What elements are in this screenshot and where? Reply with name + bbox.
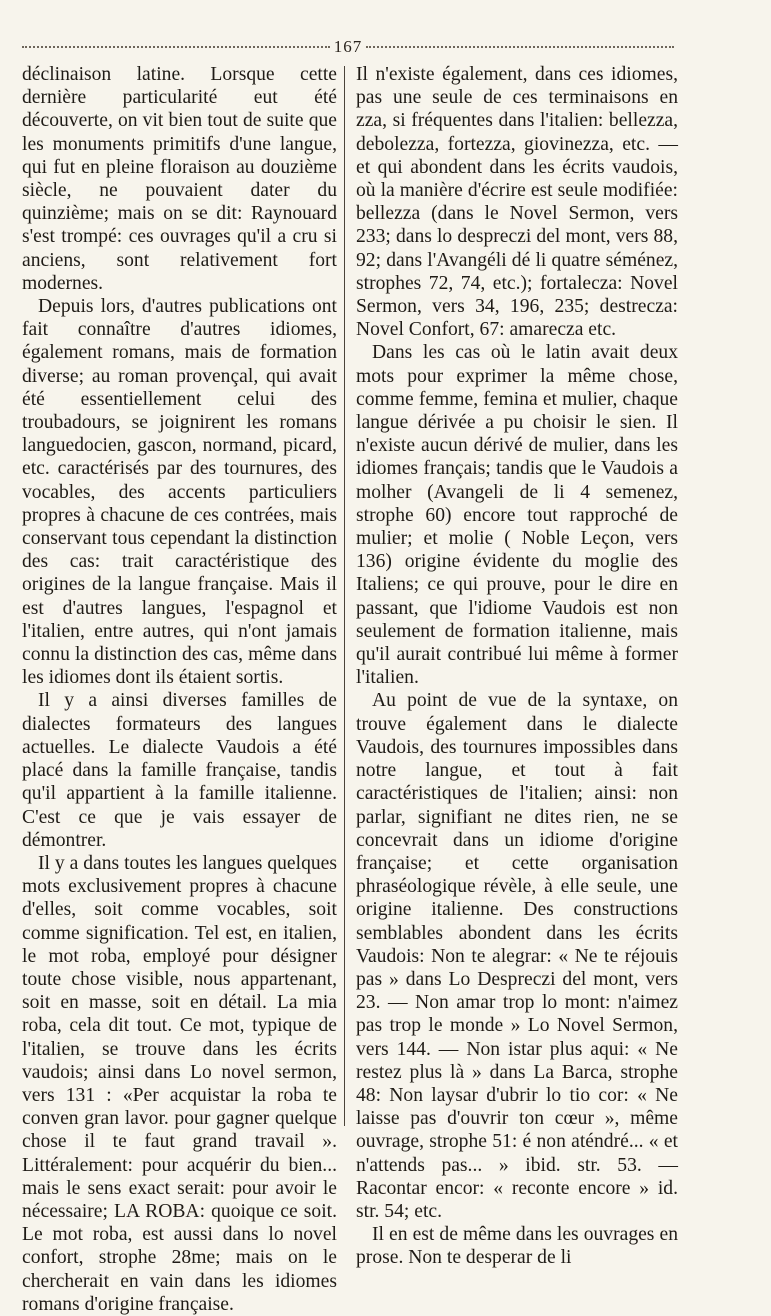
paragraph: Dans les cas où le latin avait deux mots pour exprimer la même chose, comme femme, femina et mulier, chaque langue dérivée a pu choisir le sien. Il n'existe aucun dérivé de mulier, dans les idiomes français; tandis que le Vaudois a molher (Avangeli de li 4 semenez, strophe 60) encore tout rapproché de mulier; et molie ( Noble Leçon, vers 136) origine évidente du moglie des Italiens; ce qui prouve, pour le dire en passant, que l'idiome Vaudois est non seulement de formation italienne, mais qu'il aurait contribué lui même à former l'italien. [356,342,678,689]
header-rule-left [22,46,330,48]
right-column [356,63,678,1270]
page-number: 167 [333,37,363,56]
column-divider [344,66,345,1126]
paragraph: Il y a dans toutes les langues quelques mots exclusivement propres à chacune d'elles, soit comme vocables, soit comme signification. Tel est, en italien, le mot roba, employé pour désigner toute chose visible, nous appartenant, soit en masse, soit en détail. La mia roba, cela dit tout. Ce mot, typique de l'italien, se trouve dans les écrits vaudois; ainsi dans Lo novel sermon, vers 131 : «Per acquistar la roba te conven gran lavor. pour gagner quelque chose il te faut grand travail ». Littéralement: pour acquérir du bien... mais le sens exact serait: pour avoir le nécessaire; LA ROBA: quoique ce soit. Le mot roba, est aussi dans lo novel confort, strophe 28me; mais on le chercherait en vain dans les idiomes romans d'origine française. [22,852,337,1315]
paragraph: Il en est de même dans les ouvrages en prose. Non te desperar de li [356,1224,678,1269]
page-header [18,36,678,58]
paragraph: Depuis lors, d'autres publications ont fait connaître d'autres idiomes, également romans, mais de formation diverse; au roman provençal, qui avait été essentiellement celui des troubadours, se joignirent les romans languedocien, gascon, normand, picard, etc. caractérisés par des tournures, des vocables, des accents particuliers propres à chacune de ces contrées, mais conservant tous cependant la distinction des cas: trait caractéristique des origines de la langue française. Mais il est d'autres langues, l'espagnol et l'italien, entre autres, qui n'ont jamais connu la distinction des cas, même dans les idiomes dont ils étaient sortis. [22,296,337,689]
paragraph: déclinaison latine. Lorsque cette dernière particularité eut été découverte, on vit bien tout de suite que les monuments primitifs d'une langue, qui fut en pleine floraison au douzième siècle, ne pouvaient dater du quinzième; mais on se dit: Raynouard s'est trompé: ces ouvrages qu'il a cru si anciens, sont relativement fort modernes. [22,64,337,294]
left-column [22,63,337,1316]
paragraph: Au point de vue de la syntaxe, on trouve également dans le dialecte Vaudois, des tournures impossibles dans notre langue, et tout à fait caractéristiques de l'italien; ainsi: non parlar, signifiant ne dites rien, ne se concevrait dans un idiome d'origine française; et cette organisation phraséologique révèle, à elle seule, une origine italienne. Des constructions semblables abondent dans les écrits Vaudois: Non te alegrar: « Ne te réjouis pas » dans Lo Despreczi del mont, vers 23. — Non amar trop lo mont: n'aimez pas trop le monde » Lo Novel Sermon, vers 144. — Non istar plus aqui: « Ne restez plus là » dans La Barca, strophe 48: Non laysar d'ubrir lo tio cor: « Ne laisse pas d'ouvrir ton cœur », même ouvrage, strophe 51: é non aténdré... « et n'attends pas... » ibid. str. 53. — Racontar encor: « reconte encore » id. str. 54; etc. [356,690,678,1222]
paragraph: Il n'existe également, dans ces idiomes, pas une seule de ces terminaisons en zza, si fréquentes dans l'italien: bellezza, debolezza, fortezza, giovinezza, etc. — et qui abondent dans les écrits vaudois, où la manière d'écrire est seule modifiée: bellezza (dans le Novel Sermon, vers 233; dans lo despreczi del mont, vers 88, 92; dans l'Avangéli dé li quatre séménez, strophes 72, 74, etc.); fortalecza: Novel Sermon, vers 34, 196, 235; destrecza: Novel Confort, 67: amarecza etc. [356,64,678,341]
header-rule-right [366,46,674,48]
paragraph: Il y a ainsi diverses familles de dialectes formateurs des langues actuelles. Le dialecte Vaudois a été placé dans la famille française, tandis qu'il appartient à la famille italienne. C'est ce que je vais essayer de démontrer. [22,690,337,851]
